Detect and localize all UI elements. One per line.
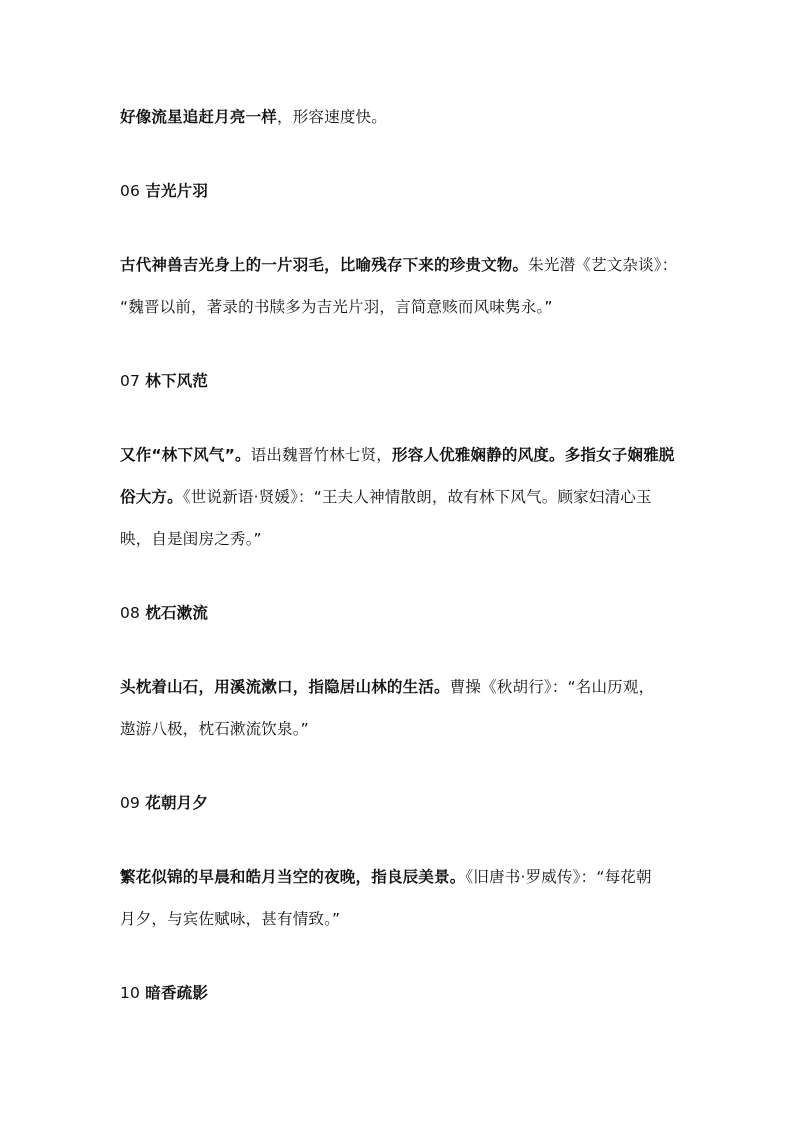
entry-07-definition-line-3 — [120, 528, 262, 550]
entry-08-quote-start: 曹操《秋胡行》：“名山历观， — [449, 678, 655, 696]
entry-06-number: 06 — [120, 182, 141, 200]
entry-08-title: 枕石漱流 — [145, 604, 209, 622]
entry-07-origin: 语出魏晋竹林七贤， — [250, 446, 392, 464]
entry-09-number: 09 — [120, 794, 141, 812]
entry-09-title: 花朝月夕 — [145, 794, 209, 812]
entry-05-definition-bold: 好像流星追赶月亮一样 — [120, 108, 278, 126]
entry-07-number: 07 — [120, 372, 141, 390]
entry-09-definition-line-1 — [120, 866, 652, 888]
entry-09-heading — [120, 792, 208, 814]
entry-07-heading — [120, 370, 208, 392]
entry-07-definition-line-2 — [120, 486, 652, 508]
entry-07-quote-start: 《世说新语·贤媛》：“王夫人神情散朗，故有林下风气。顾家妇清心玉 — [182, 488, 652, 506]
entry-06-quote-line — [120, 296, 553, 318]
entry-07-alias-bold: 又作“林下风气”。 — [120, 446, 251, 464]
entry-09-definition-bold: 繁花似锦的早晨和皓月当空的夜晚，指良辰美景。 — [120, 868, 466, 886]
entry-06-heading — [120, 180, 208, 202]
entry-07-definition-line-1 — [120, 444, 675, 466]
entry-08-number: 08 — [120, 604, 141, 622]
entry-10-heading — [120, 982, 208, 1004]
entry-07-quote-end: 映，自是闺房之秀。” — [120, 530, 262, 548]
entry-06-definition-source: 朱光潜《艺文杂谈》： — [528, 256, 678, 274]
entry-10-title: 暗香疏影 — [145, 984, 209, 1002]
entry-08-definition-bold: 头枕着山石，用溪流漱口，指隐居山林的生活。 — [120, 678, 450, 696]
entry-05-definition-normal: ，形容速度快。 — [277, 108, 387, 126]
entry-08-quote-end: 遨游八极，枕石漱流饮泉。” — [120, 720, 309, 738]
entry-07-meaning-bold: 形容人优雅娴静的风度。多指女子娴雅脱 — [392, 446, 675, 464]
entry-05-definition-line — [120, 106, 387, 128]
entry-06-title: 吉光片羽 — [145, 182, 209, 200]
entry-08-definition-line-2 — [120, 718, 309, 740]
entry-10-number: 10 — [120, 984, 141, 1002]
entry-06-quote: “魏晋以前，著录的书牍多为吉光片羽，言简意赅而风味隽永。” — [120, 298, 553, 316]
entry-09-quote-start: 《旧唐书·罗威传》：“每花朝 — [465, 868, 652, 886]
entry-08-definition-line-1 — [120, 676, 654, 698]
entry-08-heading — [120, 602, 208, 624]
entry-06-definition-bold: 古代神兽吉光身上的一片羽毛，比喻残存下来的珍贵文物。 — [120, 256, 529, 274]
entry-07-title: 林下风范 — [145, 372, 209, 390]
entry-09-definition-line-2 — [120, 908, 340, 930]
entry-06-definition-line-1 — [120, 254, 677, 276]
entry-07-meaning-bold-cont: 俗大方。 — [120, 488, 183, 506]
entry-09-quote-end: 月夕，与宾佐赋咏，甚有情致。” — [120, 910, 341, 928]
